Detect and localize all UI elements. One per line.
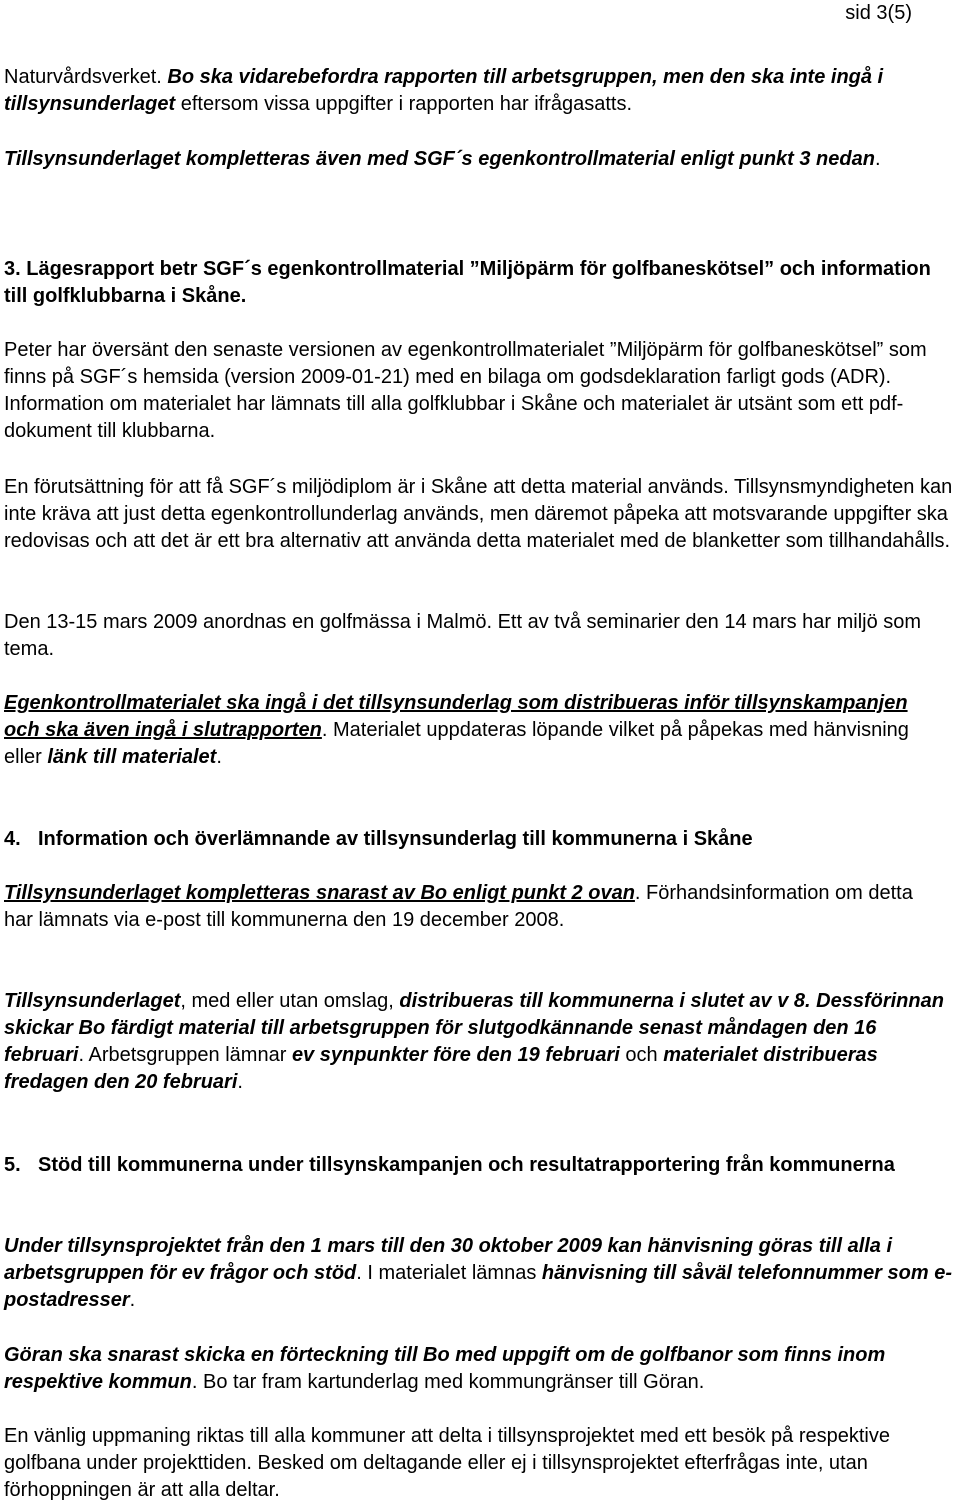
section-5-p1-text: . I materialet lämnas	[356, 1262, 542, 1284]
section-4-p2-text-3: och	[619, 1044, 664, 1066]
section-3-p4-link-note: länk till materialet	[47, 746, 217, 768]
section-4-p2-end: .	[237, 1071, 243, 1093]
section-4-paragraph-2	[4, 988, 959, 1096]
section-4-p2-text-2: . Arbetsgruppen lämnar	[78, 1044, 292, 1066]
section-3-heading	[4, 256, 934, 310]
section-4-p2-emphasis-2: ev synpunkter före den 19 februari	[291, 1044, 620, 1066]
section-5-paragraph-2	[4, 1342, 959, 1396]
section-4-paragraph-1	[4, 880, 934, 934]
section-3-paragraph-3: Den 13-15 mars 2009 anordnas en golfmässa i Malmö. Ett av två seminarier den 14 mars har miljö som tema.	[4, 611, 922, 660]
section-4-p2-emphasis-1: distribueras till kommunerna i slutet av v 8. Dessförinnan skickar Bo färdigt material till arbetsgruppen för slutgodkännande senast måndagen den 16 februari	[4, 990, 944, 1066]
section-5-paragraph-3: En vänlig uppmaning riktas till alla kommuner att delta i tillsynsprojektet med ett besök på respektive golfbana under projekttiden. Besked om deltagande eller ej i tillsynsprojektet efterfrågas inte, utan förhoppningen är att alla deltar.	[4, 1425, 890, 1501]
intro-p2-end: .	[874, 148, 881, 170]
section-4-title: Information och överlämnande av tillsynsunderlag till kommunerna i Skåne	[38, 828, 753, 850]
section-4-p1-emphasis: Tillsynsunderlaget kompletteras snarast av Bo enligt punkt 2 ovan	[4, 882, 635, 904]
section-5-p1-emphasis-2: hänvisning till såväl telefonnummer som e-postadresser	[4, 1262, 952, 1311]
section-3-title: Lägesrapport betr SGF´s egenkontrollmaterial ”Miljöpärm för golfbaneskötsel” och information till golfklubbarna i Skåne.	[4, 258, 931, 307]
section-3-paragraph-4	[4, 690, 934, 771]
section-3-paragraph-1: Peter har översänt den senaste versionen av egenkontrollmaterialet ”Miljöpärm för golfbaneskötsel” som finns på SGF´s hemsida (version 2009-01-21) med en bilaga om godsdeklaration farligt gods (ADR). Information om materialet har lämnats till alla golfklubbar i Skåne och materialet är utsänt som ett pdf-dokument till klubbarna.	[4, 339, 927, 442]
section-5-heading	[4, 1152, 904, 1179]
section-5-paragraph-1	[4, 1233, 959, 1314]
section-3-p4-end: .	[216, 746, 222, 768]
intro-p1-rest: eftersom vissa uppgifter i rapporten har ifrågasatts.	[175, 93, 633, 115]
section-3-p4-emphasis: Egenkontrollmaterialet ska ingå i det tillsynsunderlag som distribueras inför tillsynskampanjen och ska även ingå i slutrapporten	[4, 692, 908, 741]
section-3-paragraph-2: En förutsättning för att få SGF´s miljödiplom är i Skåne att detta material används. Tillsynsmyndigheten kan inte kräva att just detta egenkontrollunderlag används, men däremot påpeka att motsvarande uppgifter ska redovisas och att det är ett bra alternativ att använda detta materialet med de blanketter som tillhandahålls.	[4, 476, 953, 552]
section-4-p2-subject: Tillsynsunderlaget	[4, 990, 181, 1012]
section-4-p2-text-1: , med eller utan omslag,	[180, 990, 400, 1012]
section-4-heading	[4, 826, 944, 853]
section-4-number: 4.	[4, 828, 21, 850]
section-4-p1-text: . Förhandsinformation om detta har lämnats via e-post till kommunerna den 19 december 2008.	[4, 882, 913, 931]
section-5-p2-emphasis: Göran ska snarast skicka en förteckning till Bo med uppgift om de golfbanor som finns inom respektive kommun	[4, 1344, 886, 1393]
section-3-number: 3.	[4, 258, 21, 280]
intro-p1-plain: Naturvårdsverket.	[4, 66, 168, 88]
section-5-p1-end: .	[129, 1289, 136, 1311]
intro-p1-emphasis: Bo ska vidarebefordra rapporten till arbetsgruppen, men den ska inte ingå i tillsynsunderlaget	[4, 66, 884, 115]
section-3-p4-text: . Materialet uppdateras löpande vilket på påpekas med hänvisning eller	[4, 719, 909, 768]
section-5-p1-emphasis-1: Under tillsynsprojektet från den 1 mars till den 30 oktober 2009 kan hänvisning göras till alla i arbetsgruppen för ev frågor och stöd	[4, 1235, 893, 1284]
section-5-title: Stöd till kommunerna under tillsynskampanjen och resultatrapportering från kommunerna	[38, 1154, 895, 1176]
intro-paragraph-2	[4, 146, 944, 173]
intro-p2-text: Tillsynsunderlaget kompletteras även med SGF´s egenkontrollmaterial enligt punkt 3 nedan	[4, 148, 875, 170]
section-5-number: 5.	[4, 1154, 21, 1176]
section-5-p2-text: . Bo tar fram kartunderlag med kommungränser till Göran.	[191, 1371, 705, 1393]
intro-paragraph-1	[4, 64, 944, 118]
page-number: sid 3(5)	[845, 2, 912, 24]
section-4-p2-emphasis-3: materialet distribueras fredagen den 20 februari	[4, 1044, 878, 1093]
